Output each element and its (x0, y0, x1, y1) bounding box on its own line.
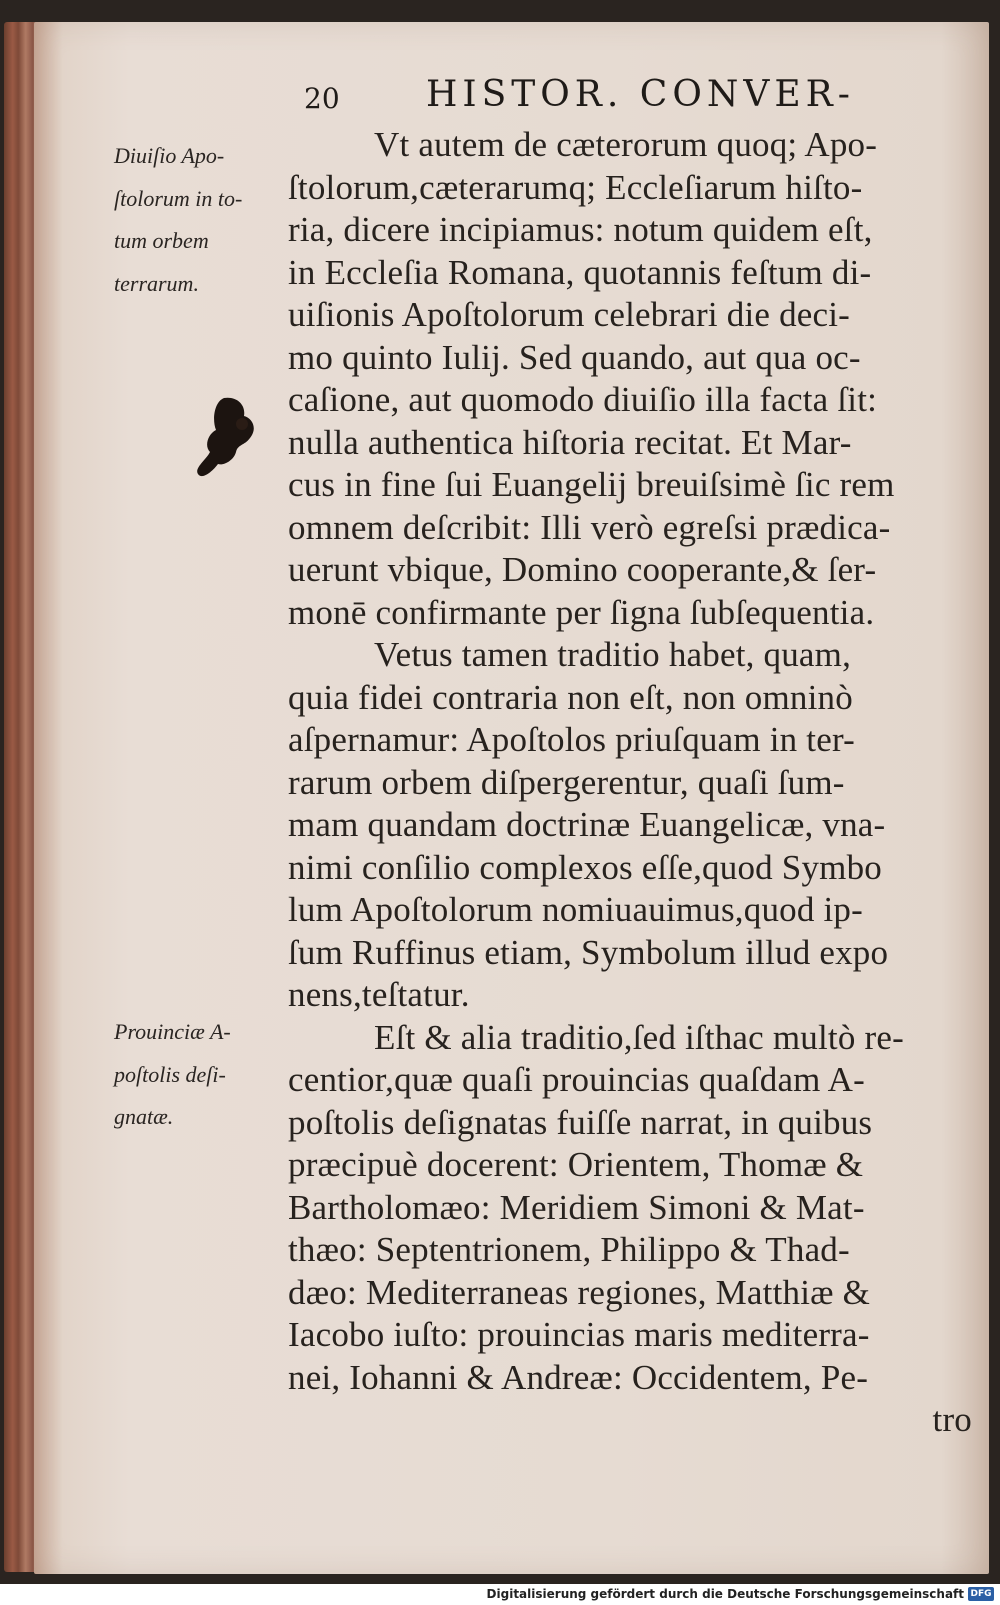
footer-bar (0, 1584, 1000, 1605)
ink-blot-stain (194, 394, 264, 484)
body-line: aſpernamur: Apoſtolos priuſquam in ter- (288, 720, 855, 759)
body-line: Vetus tamen traditio habet, quam, (374, 635, 852, 674)
body-line: mam quandam doctrinæ Euangelicæ, vna- (288, 805, 886, 844)
body-line: nulla authentica hiſtoria recitat. Et Mar- (288, 422, 852, 462)
margin-note-line: Prouinciæ A- (114, 1019, 231, 1044)
margin-note-line: Diuiſio Apo- (114, 143, 225, 168)
body-line: Bartholomæo: Meridiem Simoni & Mat- (288, 1187, 865, 1227)
body-line: Eſt & alia traditio,ſed iſthac multò re- (374, 1017, 904, 1057)
funding-credit: Digitalisierung gefördert durch die Deutsche Forschungsgemeinschaft (486, 1587, 964, 1601)
body-line: uerunt vbique, Domino cooperante,& ſer- (288, 550, 877, 589)
body-line: uiſionis Apoſtolorum celebrari die deci- (288, 295, 851, 334)
main-text-block (288, 124, 990, 1442)
body-line: lum Apoſtolorum nomiuauimus,quod ip- (288, 890, 863, 929)
body-line: caſione, aut quomodo diuiſio illa facta ſit: (288, 380, 878, 419)
body-line: mo quinto Iulij. Sed quando, aut qua oc- (288, 337, 861, 377)
body-line: monē confirmante per ſigna ſubſequentia. (288, 592, 875, 632)
margin-note-line: gnatæ. (114, 1104, 174, 1129)
body-line: Vt autem de cæterorum quoq; Apo- (374, 125, 878, 164)
body-line: ria, dicere incipiamus: notum quidem eſt, (288, 210, 873, 249)
body-line: in Eccleſia Romana, quotannis feſtum di- (288, 252, 872, 292)
margin-note-line: poſtolis deſi- (114, 1061, 226, 1087)
body-line: nei, Iohanni & Andreæ: Occidentem, Pe- (288, 1357, 869, 1397)
body-line: cus in fine ſui Euangelij breuiſsimè ſic rem (288, 465, 895, 504)
body-line: poſtolis deſignatas fuiſſe narrat, in quibus (288, 1102, 873, 1142)
book-page (34, 22, 989, 1574)
body-line: Iacobo iuſto: prouincias maris mediterra- (288, 1315, 870, 1354)
margin-note-line: tum orbem (114, 228, 209, 253)
body-line: rarum orbem diſpergerentur, quaſi ſum- (288, 762, 845, 802)
body-line: ſum Ruffinus etiam, Symbolum illud expo (288, 932, 889, 972)
catchword: tro (932, 1400, 972, 1439)
margin-note-line: ſtolorum in to- (114, 185, 243, 211)
dfg-logo-icon: DFG (968, 1587, 994, 1601)
body-line: nimi conſilio complexos eſſe,quod Symbo (288, 847, 882, 887)
page-number: 20 (304, 82, 340, 115)
body-line: præcipuè docerent: Orientem, Thomæ & (288, 1145, 864, 1184)
running-head: HISTOR. CONVER- (426, 74, 855, 115)
body-line: quia fidei contraria non eſt, non omninò (288, 677, 853, 717)
margin-note-division (114, 140, 284, 310)
margin-note-provinces (114, 1016, 284, 1144)
body-line: centior,quæ quaſi prouincias quaſdam A- (288, 1060, 865, 1099)
body-line: nens,teſtatur. (288, 975, 470, 1014)
body-line: ſtolorum,cæterarumq; Eccleſiarum hiſto- (288, 167, 863, 207)
body-line: dæo: Mediterraneas regiones, Matthiæ & (288, 1272, 871, 1312)
page-header (34, 74, 989, 130)
margin-note-line: terrarum. (114, 270, 199, 296)
body-line: omnem deſcribit: Illi verò egreſsi prædica- (288, 507, 891, 547)
body-line: thæo: Septentrionem, Philippo & Thad- (288, 1230, 850, 1269)
